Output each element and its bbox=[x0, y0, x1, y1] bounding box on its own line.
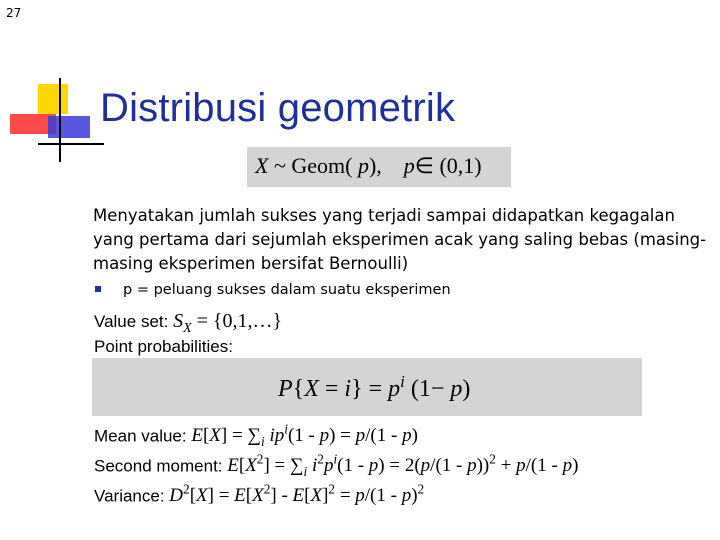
variance-line bbox=[94, 482, 424, 507]
bullet-square-icon bbox=[95, 286, 101, 292]
mean-value-formula: $E[X] = \sum_i$ $ip^i(1 - p) = p/(1 - p)$ bbox=[191, 422, 418, 450]
page-number: 27 bbox=[6, 6, 22, 20]
definition-formula-box bbox=[247, 147, 511, 187]
second-moment-label: Second moment: bbox=[94, 456, 223, 476]
value-set-line bbox=[94, 310, 282, 337]
point-probabilities-label: Point probabilities: bbox=[94, 337, 233, 356]
bullet-text: p = peluang sukses dalam suatu eksperimen bbox=[123, 282, 451, 298]
variance-label: Variance: bbox=[94, 486, 165, 506]
point-probability-formula: $P\{X = i\} = p^i$ (1− p) bbox=[278, 372, 471, 402]
mean-value-line bbox=[94, 422, 418, 450]
variance-formula: $D^2[X] = E[X^2] - E[X]^2 = p/(1 - p)^2$ bbox=[169, 482, 425, 507]
value-set-label: Value set: bbox=[94, 312, 169, 331]
second-moment-line bbox=[94, 452, 578, 480]
mean-value-label: Mean value: bbox=[94, 426, 187, 446]
slide-title: Distribusi geometrik bbox=[100, 86, 456, 130]
definition-formula: X ~ Geom( p), p∈ (0,1) bbox=[255, 153, 482, 178]
second-moment-formula: $E[X^2] = \sum_i$ $i^2p^i(1 - p) = 2(p/(1 - p))^2 + p/(1 - p)$ bbox=[227, 452, 579, 480]
value-set-formula: $S_X$ = {0,1,…} bbox=[173, 310, 283, 336]
description-text: Menyatakan jumlah sukses yang terjadi sampai didapatkan kegagalan yang pertama dari sejumlah eksperimen acak yang saling bebas (masing-masing eksperimen bersifat Bernoulli) bbox=[93, 206, 707, 273]
point-probability-formula-box bbox=[92, 358, 642, 416]
slide-logo-icon bbox=[8, 78, 104, 162]
bullet-item bbox=[95, 282, 451, 298]
